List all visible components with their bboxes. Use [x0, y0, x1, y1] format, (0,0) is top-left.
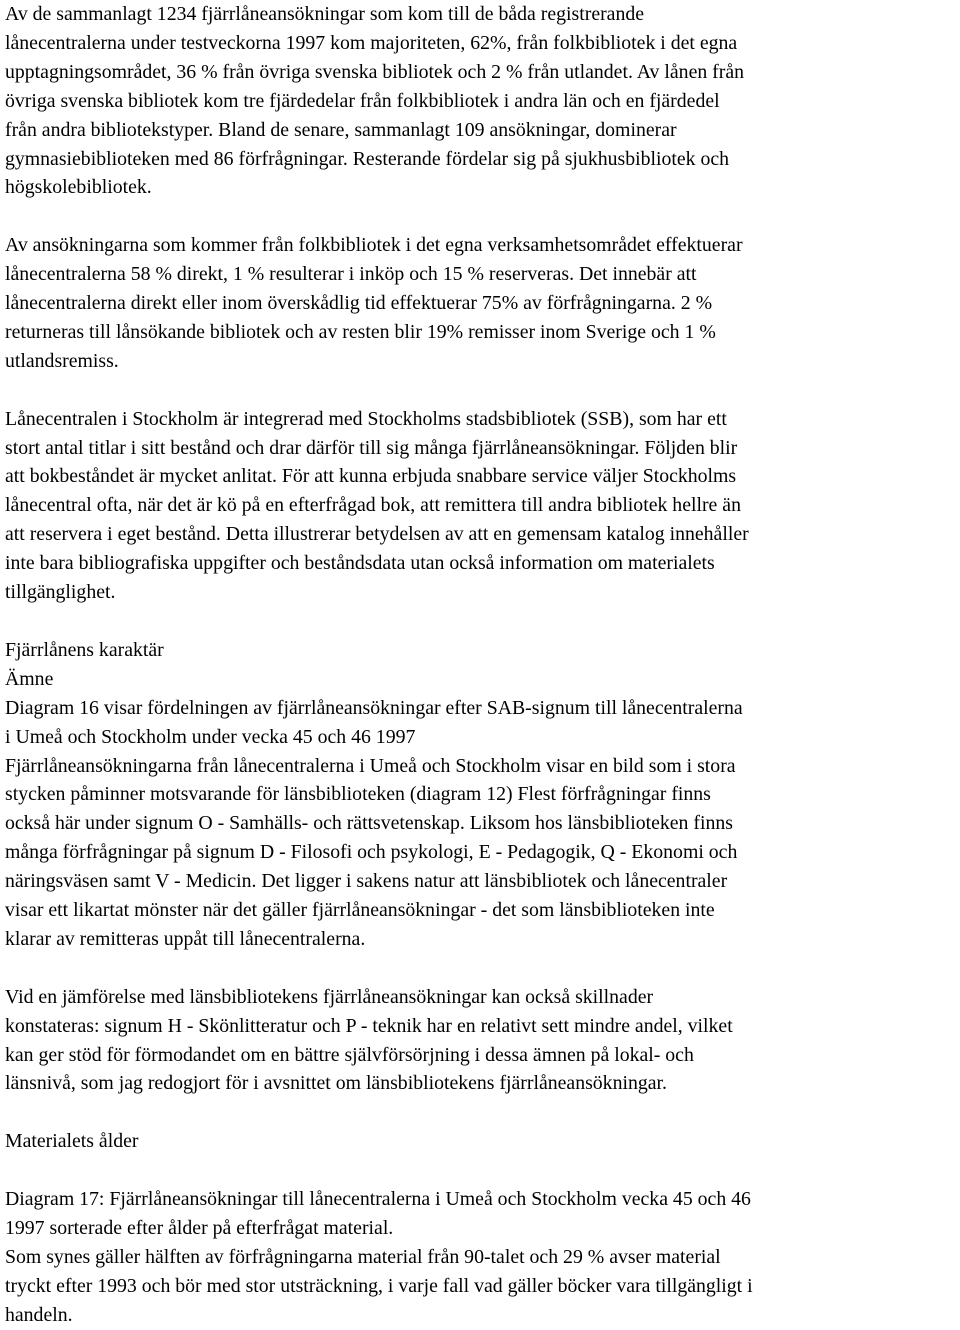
paragraph-stockholm-central: Lånecentralen i Stockholm är integrerad med Stockholms stadsbibliotek (SSB), som har ett stort antal titlar i sitt bestånd och drar därför till sig många fjärrlåneansökningar. Följden blir att bokbeståndet är mycket anlitat. För att kunna erbjuda snabbare service väljer Stockholms lånecentral ofta, när det är kö på en efterfrågad bok, att remittera till andra bibliotek hellre än att reservera i eget bestånd. Detta illustrerar betydelsen av att en gemensam katalog innehåller inte bara bibliografiska uppgifter och beståndsdata utan också information om materialets tillgänglighet.	[5, 407, 749, 604]
subsection-heading-subject: Ämne	[5, 667, 54, 690]
section-heading-character: Fjärrlånens karaktär	[5, 638, 164, 661]
paragraph-effectuation: Av ansökningarna som kommer från folkbibliotek i det egna verksamhetsområdet effektuerar lånecentralerna 58 % direkt, 1 % resulterar i inköp och 15 % reserveras. Det innebär att lånecentralerna direkt eller inom överskådlig tid effektuerar 75% av förfrågningarna. 2 % returneras till lånsökande bibliotek och av resten blir 19% remisser inom Sverige och 1 % utlandsremiss.	[5, 234, 743, 372]
paragraph-comparison: Vid en jämförelse med länsbibliotekens fjärrlåneansökningar kan också skillnader konstateras: signum H - Skönlitteratur och P - teknik har en relativt sett mindre andel, vilket kan ger stöd för förmodandet om en bättre självförsörjning i dessa ämnen på lokal- och länsnivå, som jag redogjort för i avsnittet om länsbibliotekens fjärrlåneansökningar.	[5, 985, 733, 1095]
document-body	[5, 0, 960, 1330]
diagram-16-caption: Diagram 16 visar fördelningen av fjärrlåneansökningar efter SAB-signum till lånecentralerna i Umeå och Stockholm under vecka 45 och 46 1997	[5, 696, 743, 748]
diagram-17-caption: Diagram 17: Fjärrlåneansökningar till lånecentralerna i Umeå och Stockholm vecka 45 och 46 1997 sorterade efter ålder på efterfrågat material.	[5, 1188, 751, 1239]
subsection-heading-material-age: Materialets ålder	[5, 1130, 139, 1153]
paragraph-material-age: Som synes gäller hälften av förfrågningarna material från 90-talet och 29 % avser material tryckt efter 1993 och bör med stor utsträckning, i varje fall vad gäller böcker vara tillgängligt i handeln.	[5, 1245, 753, 1326]
paragraph-subject-distribution: Fjärrlåneansökningarna från lånecentralerna i Umeå och Stockholm visar en bild som i stora stycken påminner motsvarande för länsbiblioteken (diagram 12) Flest förfrågningar finns också här under signum O - Samhälls- och rättsvetenskap. Liksom hos länsbiblioteken finns många förfrågningar på signum D - Filosofi och psykologi, E - Pedagogik, Q - Ekonomi och näringsväsen samt V - Medicin. Det ligger i sakens natur att länsbibliotek och lånecentraler visar ett likartat mönster när det gäller fjärrlåneansökningar - det som länsbiblioteken inte klarar av remitteras uppåt till lånecentralerna.	[5, 754, 738, 950]
paragraph-loan-origins: Av de sammanlagt 1234 fjärrlåneansökningar som kom till de båda registrerande lånecentralerna under testveckorna 1997 kom majoriteten, 62%, från folkbibliotek i det egna upptagningsområdet, 36 % från övriga svenska bibliotek och 2 % från utlandet. Av lånen från övriga svenska bibliotek kom tre fjärdedelar från folkbibliotek i andra län och en fjärdedel från andra bibliotekstyper. Bland de senare, sammanlagt 109 ansökningar, dominerar gymnasiebiblioteken med 86 förfrågningar. Resterande fördelar sig på sjukhusbibliotek och högskolebibliotek.	[5, 3, 745, 199]
